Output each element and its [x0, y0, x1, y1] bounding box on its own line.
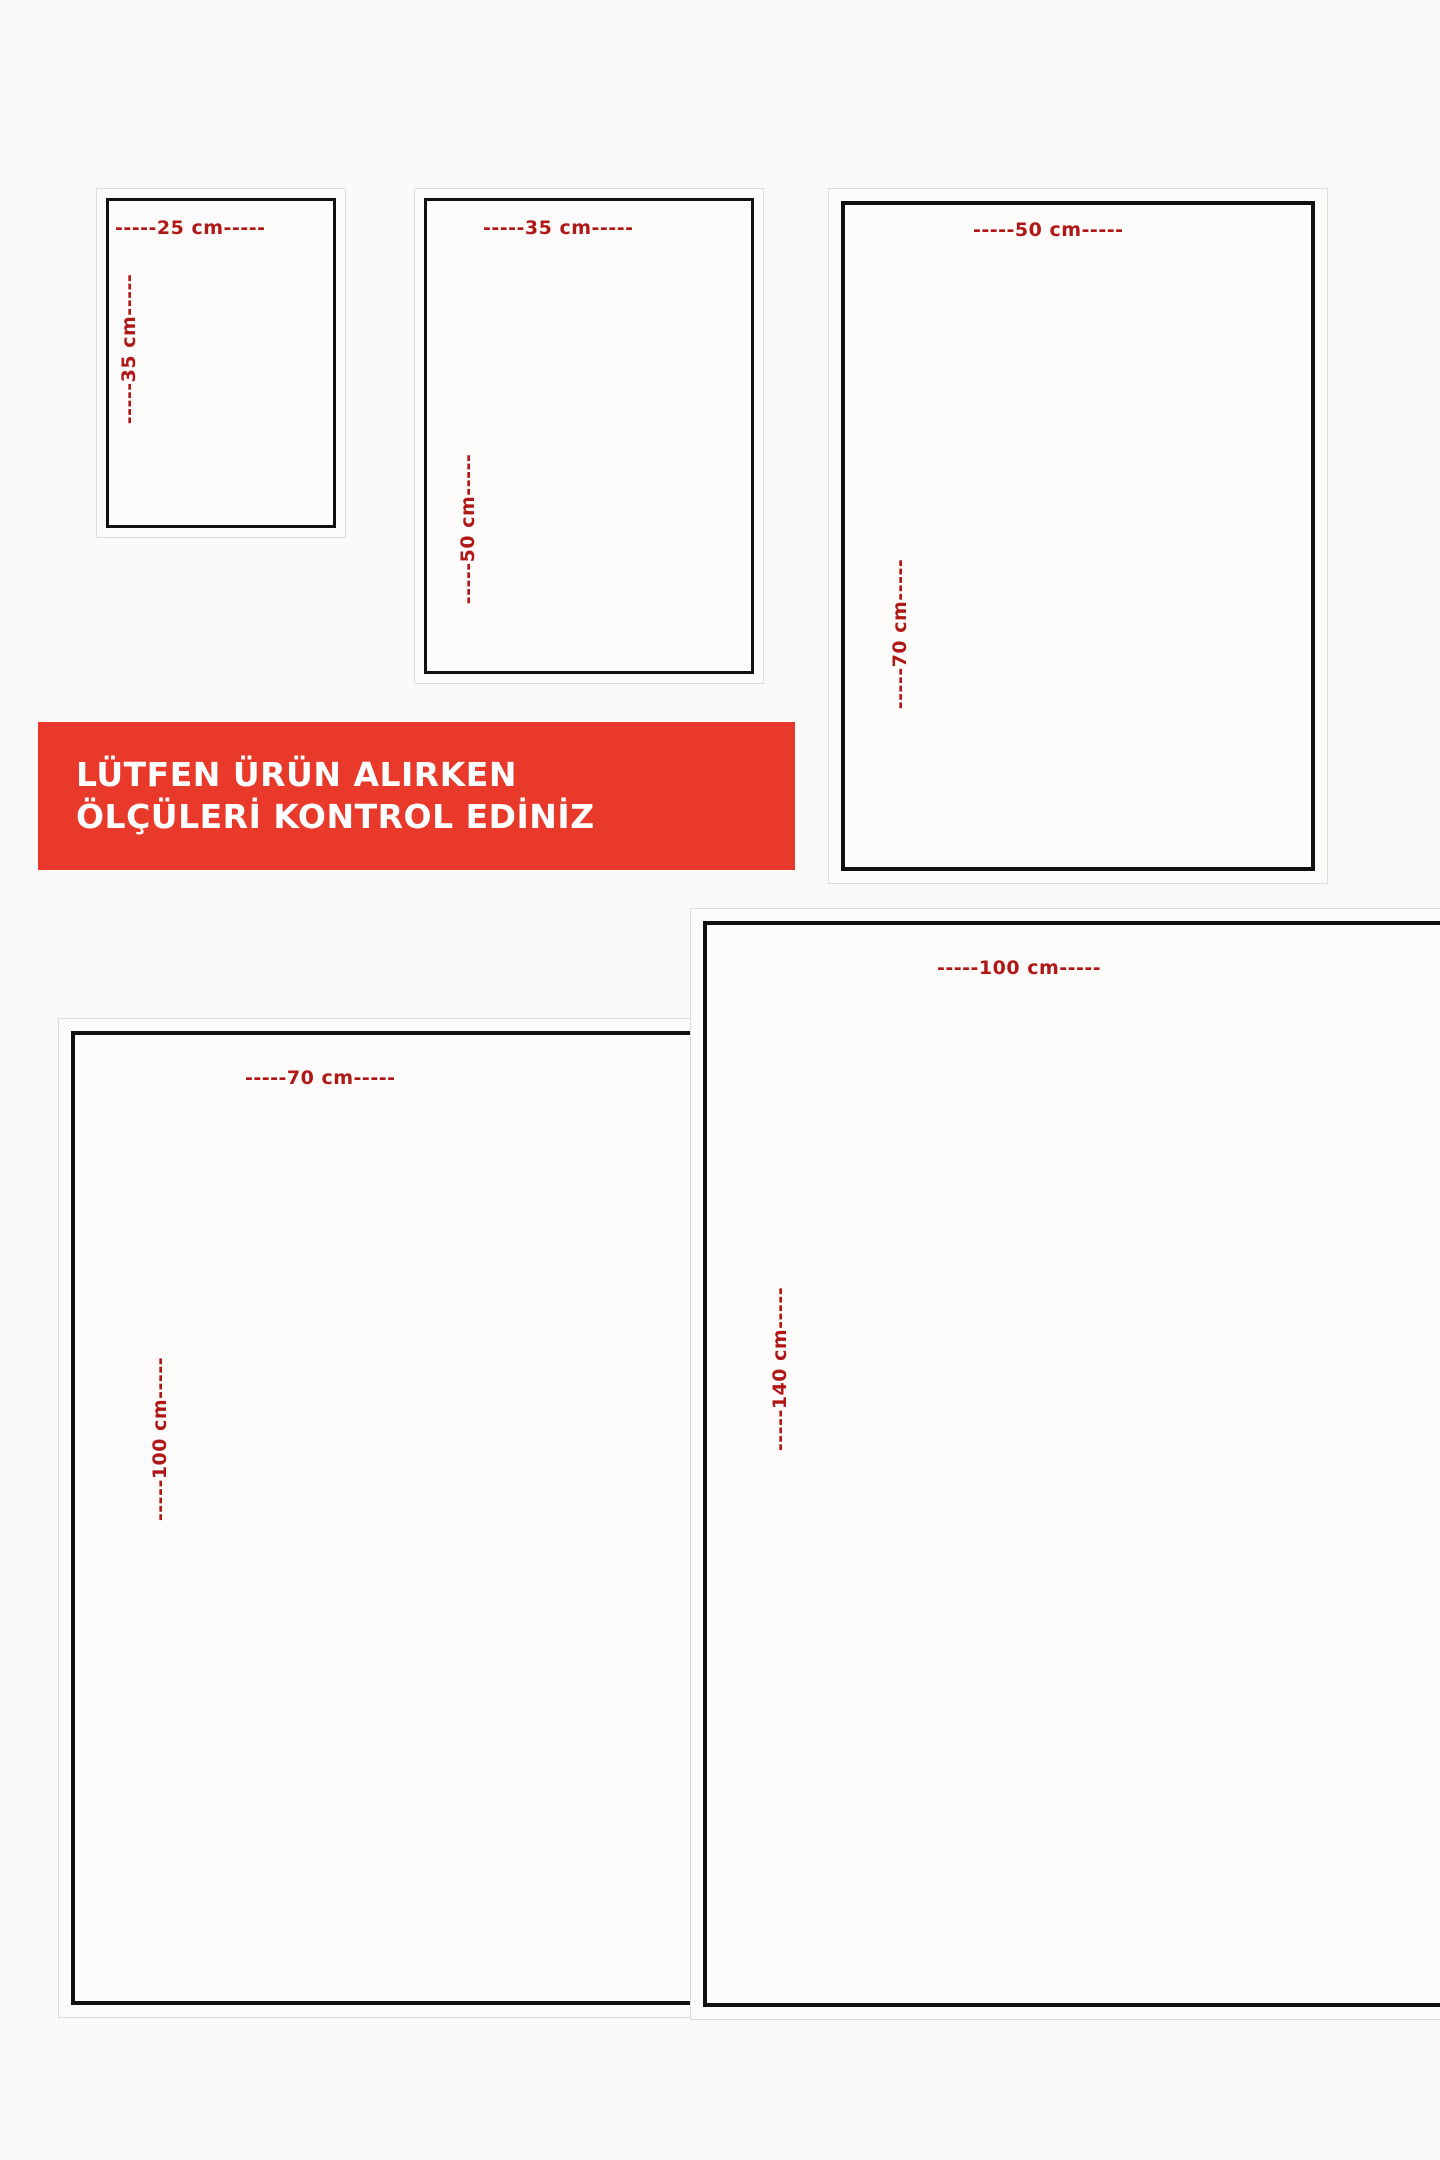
frame-35x50: [414, 188, 764, 684]
frame-35x50-height-label: -----50 cm-----: [456, 453, 479, 605]
frame-25x35: [96, 188, 346, 538]
frame-50x70-height-label-wrap: [805, 539, 995, 729]
frame-50x70-width-label: -----50 cm-----: [973, 219, 1124, 241]
frame-70x100-width-label: -----70 cm-----: [245, 1067, 396, 1089]
frame-35x50-width-label: -----35 cm-----: [483, 217, 634, 239]
warning-banner-line-2: ÖLÇÜLERİ KONTROL EDİNİZ: [76, 797, 595, 836]
frame-35x50-height-label-wrap: [378, 439, 558, 619]
frame-70x100-height-label-wrap: [50, 1329, 270, 1549]
frame-100x140-height-label: -----140 cm-----: [768, 1286, 791, 1452]
frame-70x100: [58, 1018, 758, 2018]
frame-100x140-height-label-wrap: [665, 1254, 895, 1484]
frame-25x35-width-label: -----25 cm-----: [115, 217, 266, 239]
warning-banner: [38, 722, 795, 870]
warning-banner-line-1: LÜTFEN ÜRÜN ALIRKEN: [76, 754, 517, 794]
frame-100x140: [690, 908, 1440, 2020]
frame-50x70: [828, 188, 1328, 884]
frame-70x100-height-label: -----100 cm-----: [148, 1356, 171, 1522]
frame-50x70-height-label: -----70 cm-----: [888, 558, 911, 710]
frame-100x140-width-label: -----100 cm-----: [937, 957, 1102, 979]
frame-25x35-height-label-wrap: [49, 269, 209, 429]
frame-50x70-inner: [841, 201, 1315, 871]
frame-25x35-height-label: -----35 cm-----: [117, 273, 140, 425]
